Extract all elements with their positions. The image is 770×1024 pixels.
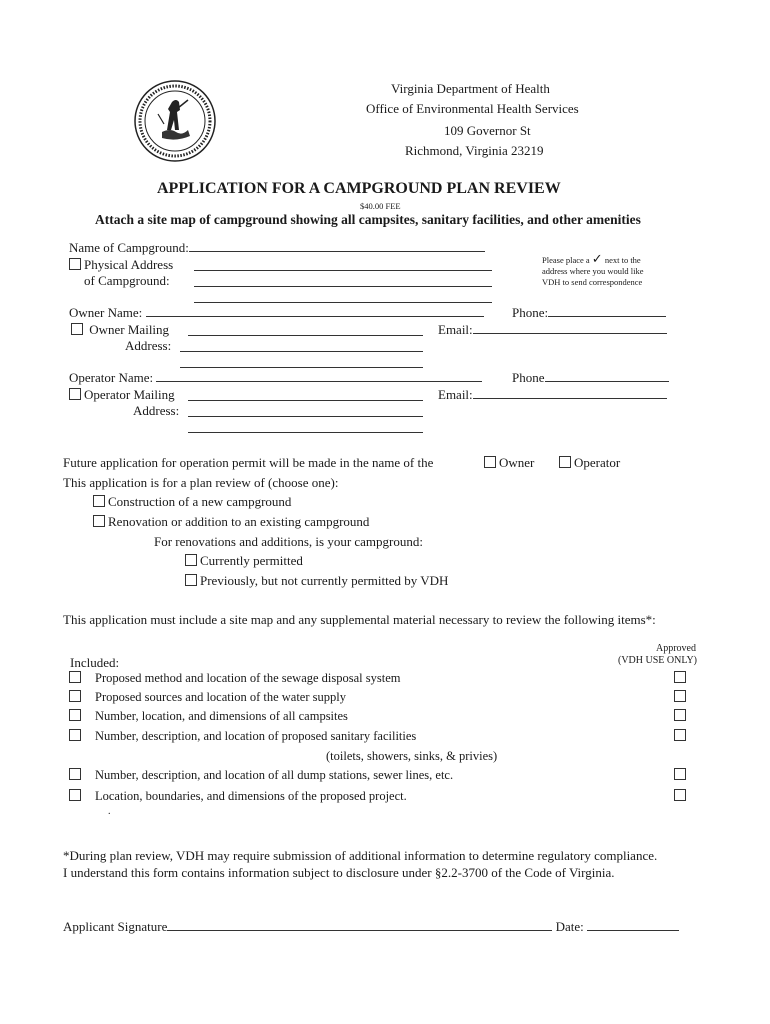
- currently-permitted-checkbox[interactable]: [185, 554, 197, 566]
- disclosure-note: I understand this form contains information subject to disclosure under §2.2-3700 of the Code of Virginia.: [63, 865, 615, 880]
- vdh-use-only-label: (VDH USE ONLY): [618, 655, 697, 666]
- new-campground-label: Construction of a new campground: [108, 494, 292, 509]
- owner-phone-field[interactable]: [548, 305, 666, 317]
- owner-email-label: Email:: [438, 322, 473, 337]
- owner-name-field[interactable]: [146, 305, 484, 317]
- correspondence-note: [542, 253, 644, 288]
- owner-mailing-field-3[interactable]: [180, 356, 423, 368]
- included-label: Included:: [70, 655, 120, 670]
- owner-mailing-field-1[interactable]: [188, 324, 423, 336]
- physical-address-field-3[interactable]: [194, 291, 492, 303]
- operator-name-label: Operator Name:: [69, 370, 154, 385]
- approved-checkbox-5[interactable]: [674, 768, 686, 780]
- item-6-label: Location, boundaries, and dimensions of the proposed project.: [95, 789, 407, 803]
- note-text-1a: Please place a: [542, 255, 590, 265]
- checkmark-icon: ✓: [591, 251, 603, 266]
- stray-dot: .: [108, 806, 111, 817]
- operator-phone-label: Phone: [512, 370, 545, 385]
- new-campground-checkbox[interactable]: [93, 495, 105, 507]
- renovation-label: Renovation or addition to an existing campground: [108, 514, 370, 529]
- future-operator-checkbox[interactable]: [559, 456, 571, 468]
- operator-mailing-field-2[interactable]: [188, 405, 423, 417]
- included-checkbox-5[interactable]: [69, 768, 81, 780]
- physical-address-checkbox[interactable]: [69, 258, 81, 270]
- office-name: Office of Environmental Health Services: [366, 101, 579, 116]
- item-1-label: Proposed method and location of the sewage disposal system: [95, 671, 401, 685]
- item-5-label: Number, description, and location of all dump stations, sewer lines, etc.: [95, 768, 454, 782]
- date-label: Date:: [555, 919, 584, 934]
- physical-address-label: Physical Address: [84, 257, 174, 272]
- owner-email-field[interactable]: [473, 322, 667, 334]
- future-application-text: Future application for operation permit will be made in the name of the: [63, 455, 434, 470]
- previously-permitted-checkbox[interactable]: [185, 574, 197, 586]
- approved-checkbox-1[interactable]: [674, 671, 686, 683]
- physical-address-field-2[interactable]: [194, 275, 492, 287]
- review-type-prompt: This application is for a plan review of (choose one):: [63, 475, 339, 490]
- included-checkbox-1[interactable]: [69, 671, 81, 683]
- included-checkbox-3[interactable]: [69, 709, 81, 721]
- currently-permitted-label: Currently permitted: [200, 553, 303, 568]
- approved-checkbox-6[interactable]: [674, 789, 686, 801]
- campground-name-row: [69, 240, 485, 256]
- owner-name-label: Owner Name:: [69, 305, 143, 320]
- owner-mailing-field-2[interactable]: [180, 340, 423, 352]
- operator-address-label: Address:: [133, 403, 180, 418]
- physical-address-label-2: of Campground:: [84, 273, 170, 288]
- city-state: Richmond, Virginia 23219: [405, 143, 544, 158]
- operator-email-label: Email:: [438, 387, 473, 402]
- note-text-2: address where you would like: [542, 266, 644, 276]
- approved-checkbox-3[interactable]: [674, 709, 686, 721]
- site-map-instruction: Attach a site map of campground showing all campsites, sanitary facilities, and other amenities: [95, 212, 641, 227]
- campground-name-label: Name of Campground:: [69, 240, 189, 255]
- item-4-label: Number, description, and location of proposed sanitary facilities: [95, 729, 417, 743]
- included-checkbox-6[interactable]: [69, 789, 81, 801]
- renovation-checkbox[interactable]: [93, 515, 105, 527]
- future-owner-checkbox[interactable]: [484, 456, 496, 468]
- operator-email-field[interactable]: [473, 387, 667, 399]
- item-2-label: Proposed sources and location of the water supply: [95, 690, 346, 704]
- signature-label: Applicant Signature: [63, 919, 168, 934]
- sanitary-facilities-note: (toilets, showers, sinks, & privies): [326, 749, 498, 763]
- physical-address-field-1[interactable]: [194, 259, 492, 271]
- physical-address-row: [69, 257, 173, 273]
- owner-phone-label: Phone:: [512, 305, 549, 320]
- note-text-1b: next to the: [604, 255, 641, 265]
- owner-mailing-label: Owner Mailing: [89, 322, 170, 337]
- operator-phone-field[interactable]: [545, 370, 669, 382]
- operator-mailing-checkbox[interactable]: [69, 388, 81, 400]
- renovation-sub-prompt: For renovations and additions, is your campground:: [154, 534, 423, 549]
- operator-mailing-field-3[interactable]: [188, 421, 423, 433]
- future-operator-label: Operator: [574, 455, 621, 470]
- approved-label: Approved: [656, 643, 696, 654]
- campground-name-field[interactable]: [189, 240, 485, 252]
- agency-name: Virginia Department of Health: [391, 81, 550, 96]
- future-owner-label: Owner: [499, 455, 535, 470]
- date-field[interactable]: [587, 919, 679, 931]
- included-checkbox-2[interactable]: [69, 690, 81, 702]
- item-3-label: Number, location, and dimensions of all campsites: [95, 709, 348, 723]
- approved-checkbox-4[interactable]: [674, 729, 686, 741]
- previously-permitted-label: Previously, but not currently permitted by VDH: [200, 573, 449, 588]
- owner-address-label: Address:: [125, 338, 172, 353]
- fee-label: $40.00 FEE: [360, 201, 401, 211]
- signature-field[interactable]: [167, 919, 552, 931]
- approved-checkbox-2[interactable]: [674, 690, 686, 702]
- operator-mailing-label: Operator Mailing: [84, 387, 175, 402]
- items-intro: This application must include a site map and any supplemental material necessary to review the following items*:: [63, 612, 656, 627]
- included-checkbox-4[interactable]: [69, 729, 81, 741]
- regulatory-note: *During plan review, VDH may require submission of additional information to determine regulatory compliance.: [63, 848, 658, 863]
- form-title: APPLICATION FOR A CAMPGROUND PLAN REVIEW: [157, 180, 561, 197]
- street-address: 109 Governor St: [444, 123, 531, 138]
- virginia-seal-icon: [134, 80, 216, 162]
- operator-mailing-field-1[interactable]: [188, 389, 423, 401]
- operator-name-field[interactable]: [156, 370, 482, 382]
- note-text-3: VDH to send correspondence: [542, 277, 643, 287]
- owner-mailing-checkbox[interactable]: [71, 323, 83, 335]
